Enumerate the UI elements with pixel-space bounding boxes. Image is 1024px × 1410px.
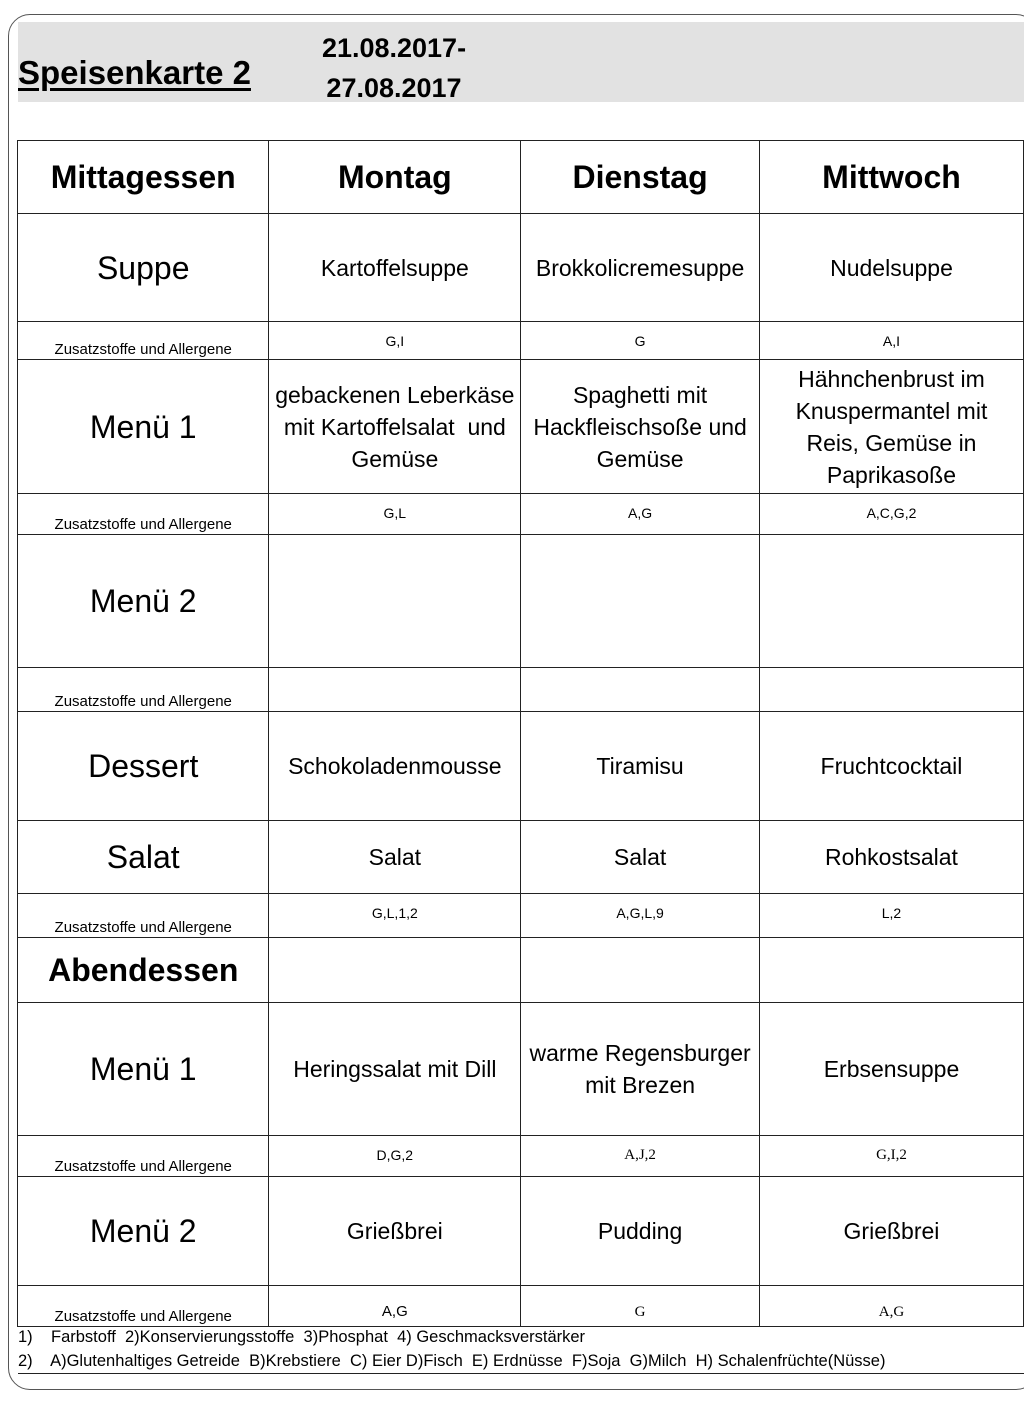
text-line: Paprikasoße	[826, 461, 957, 488]
allergen-label: Zusatzstoffe und Allergene	[18, 894, 269, 938]
footnote-divider	[18, 1373, 1024, 1374]
cell-suppe-dienstag: Brokkolicremesuppe	[521, 214, 760, 322]
cell-dessert-montag: Schokoladenmousse	[269, 712, 521, 821]
row-label-dessert: Dessert	[18, 712, 269, 821]
cell-empty	[759, 938, 1023, 1003]
table-row	[18, 360, 1024, 494]
allergen-row	[18, 1136, 1024, 1177]
cell-abend-menu1-montag	[269, 1003, 521, 1136]
cell-menu2-dienstag	[521, 535, 760, 668]
allergen-menu2-mittwoch	[759, 668, 1023, 712]
cell-abend-menu1-dienstag	[521, 1003, 760, 1136]
table-header-row	[18, 141, 1024, 214]
cell-dessert-dienstag: Tiramisu	[521, 712, 760, 821]
text-line: mit Brezen	[585, 1072, 696, 1098]
column-header-dienstag: Dienstag	[521, 141, 760, 214]
cell-abend-menu2-dienstag: Pudding	[521, 1177, 760, 1286]
text-line: Erbsensuppe	[823, 1056, 960, 1082]
text-line: warme Regensburger	[529, 1040, 751, 1066]
allergen-salat-mittwoch: L,2	[759, 894, 1023, 938]
row-label-abend-menu2: Menü 2	[18, 1177, 269, 1286]
allergen-suppe-mittwoch: A,I	[759, 322, 1023, 360]
row-label-menu2: Menü 2	[18, 535, 269, 668]
allergen-abend-menu1-mittwoch: G,I,2	[759, 1136, 1023, 1177]
text-line: mit Kartoffelsalat und	[283, 413, 506, 440]
text-line: Hackfleischsoße und	[533, 413, 747, 440]
row-label-menu1: Menü 1	[18, 360, 269, 494]
cell-menu2-montag	[269, 535, 521, 668]
cell-salat-mittwoch: Rohkostsalat	[759, 821, 1023, 894]
cell-empty	[269, 938, 521, 1003]
cell-empty	[521, 938, 760, 1003]
text-line: Gemüse	[351, 445, 439, 472]
text-line: Reis, Gemüse in	[806, 429, 977, 456]
allergen-suppe-dienstag: G	[521, 322, 760, 360]
allergen-row	[18, 894, 1024, 938]
footnote-additives: 1) Farbstoff 2)Konservierungsstoffe 3)Phosphat 4) Geschmacksverstärker	[18, 1328, 586, 1346]
allergen-menu1-mittwoch: A,C,G,2	[759, 494, 1023, 535]
allergen-row	[18, 494, 1024, 535]
cell-abend-menu2-montag: Grießbrei	[269, 1177, 521, 1286]
allergen-abend-menu2-montag: A,G	[269, 1286, 521, 1327]
cell-suppe-montag: Kartoffelsuppe	[269, 214, 521, 322]
table-row-section	[18, 938, 1024, 1003]
date-range	[288, 28, 500, 108]
cell-dessert-mittwoch: Fruchtcocktail	[759, 712, 1023, 821]
date-to: 27.08.2017	[326, 73, 462, 103]
row-label-salat: Salat	[18, 821, 269, 894]
allergen-menu1-dienstag: A,G	[521, 494, 760, 535]
text-line: Gemüse	[596, 445, 684, 472]
text-line: Hähnchenbrust im	[798, 365, 985, 392]
allergen-row	[18, 668, 1024, 712]
cell-salat-dienstag: Salat	[521, 821, 760, 894]
allergen-menu2-dienstag	[521, 668, 760, 712]
allergen-salat-montag: G,L,1,2	[269, 894, 521, 938]
allergen-label: Zusatzstoffe und Allergene	[18, 1136, 269, 1177]
cell-menu1-dienstag	[521, 360, 760, 494]
allergen-menu1-montag: G,L	[269, 494, 521, 535]
date-from: 21.08.2017-	[321, 33, 467, 63]
cell-abend-menu2-mittwoch: Grießbrei	[759, 1177, 1023, 1286]
text-line: gebackenen Leberkäse	[275, 381, 515, 408]
column-header-mittagessen: Mittagessen	[18, 141, 269, 214]
allergen-label: Zusatzstoffe und Allergene	[18, 322, 269, 360]
cell-suppe-mittwoch: Nudelsuppe	[759, 214, 1023, 322]
text-line: Spaghetti mit	[572, 381, 708, 408]
footnote-allergens: 2) A)Glutenhaltiges Getreide B)Krebstiere C) Eier D)Fisch E) Erdnüsse F)Soja G)Milch H) Schalenfrüchte(Nüsse)	[18, 1352, 886, 1370]
table-row	[18, 821, 1024, 894]
allergen-label: Zusatzstoffe und Allergene	[18, 1286, 269, 1327]
table-row	[18, 535, 1024, 668]
allergen-abend-menu1-dienstag: A,J,2	[521, 1136, 760, 1177]
allergen-row	[18, 1286, 1024, 1327]
allergen-abend-menu2-mittwoch: A,G	[759, 1286, 1023, 1327]
text-line: Knuspermantel mit	[795, 397, 988, 424]
row-label-suppe: Suppe	[18, 214, 269, 322]
allergen-row	[18, 322, 1024, 360]
column-header-montag: Montag	[269, 141, 521, 214]
footnotes	[18, 1325, 885, 1373]
table-row	[18, 1003, 1024, 1136]
column-header-mittwoch: Mittwoch	[759, 141, 1023, 214]
section-label-abendessen: Abendessen	[18, 938, 269, 1003]
table-row	[18, 712, 1024, 821]
allergen-suppe-montag: G,I	[269, 322, 521, 360]
cell-menu1-mittwoch	[759, 360, 1023, 494]
allergen-abend-menu1-montag: D,G,2	[269, 1136, 521, 1177]
row-label-abend-menu1: Menü 1	[18, 1003, 269, 1136]
menu-table	[17, 140, 1024, 1327]
cell-menu1-montag	[269, 360, 521, 494]
text-line: Heringssalat mit Dill	[293, 1056, 497, 1082]
cell-abend-menu1-mittwoch	[759, 1003, 1023, 1136]
table-row	[18, 1177, 1024, 1286]
table-row	[18, 214, 1024, 322]
allergen-abend-menu2-dienstag: G	[521, 1286, 760, 1327]
cell-menu2-mittwoch	[759, 535, 1023, 668]
page-title: Speisenkarte 2	[18, 54, 251, 91]
allergen-menu2-montag	[269, 668, 521, 712]
allergen-label: Zusatzstoffe und Allergene	[18, 494, 269, 535]
allergen-salat-dienstag: A,G,L,9	[521, 894, 760, 938]
cell-salat-montag: Salat	[269, 821, 521, 894]
allergen-label: Zusatzstoffe und Allergene	[18, 668, 269, 712]
